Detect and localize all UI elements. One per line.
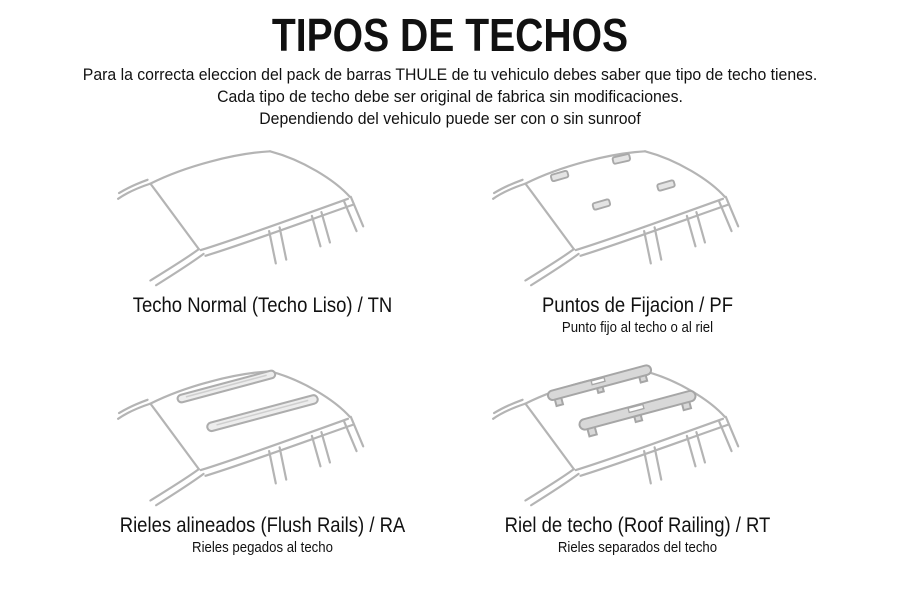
roof-type-card-tn	[75, 138, 450, 336]
roof-type-subtitle: Rieles separados del techo	[557, 539, 718, 556]
roof-flush-rails-illustration	[105, 358, 420, 510]
roof-type-caption	[473, 514, 803, 556]
roof-type-title: Puntos de Fijacion / PF	[541, 294, 734, 317]
roof-type-caption	[473, 294, 803, 336]
roof-type-title: Riel de techo (Roof Railing) / RT	[504, 514, 771, 537]
roof-type-card-ra	[75, 358, 450, 556]
roof-type-caption	[98, 514, 428, 556]
roof-type-caption	[98, 294, 428, 318]
roof-fixpoints-illustration	[480, 138, 795, 290]
intro-line: Para la correcta eleccion del pack de barras THULE de tu vehiculo debes saber que tipo de techo tienes.	[82, 65, 818, 84]
intro-text	[32, 64, 869, 130]
roof-normal-illustration	[105, 138, 420, 290]
roof-type-title: Techo Normal (Techo Liso) / TN	[132, 294, 393, 317]
fixpoint-markers	[550, 154, 675, 210]
roof-type-subtitle: Punto fijo al techo o al riel	[561, 319, 714, 336]
intro-line: Cada tipo de techo debe ser original de fabrica sin modificaciones.	[217, 87, 683, 106]
roof-type-subtitle: Rieles pegados al techo	[192, 539, 333, 556]
roof-type-title: Rieles alineados (Flush Rails) / RA	[119, 514, 406, 537]
page-title: TIPOS DE TECHOS	[271, 9, 629, 61]
raised-rails	[547, 364, 699, 438]
flush-rails	[177, 370, 319, 432]
infographic	[0, 9, 900, 612]
roof-types-grid	[0, 138, 900, 556]
intro-line: Dependiendo del vehiculo puede ser con o sin sunroof	[259, 109, 641, 128]
roof-type-card-pf	[450, 138, 825, 336]
roof-type-card-rt	[450, 358, 825, 556]
roof-railing-illustration	[480, 358, 795, 510]
